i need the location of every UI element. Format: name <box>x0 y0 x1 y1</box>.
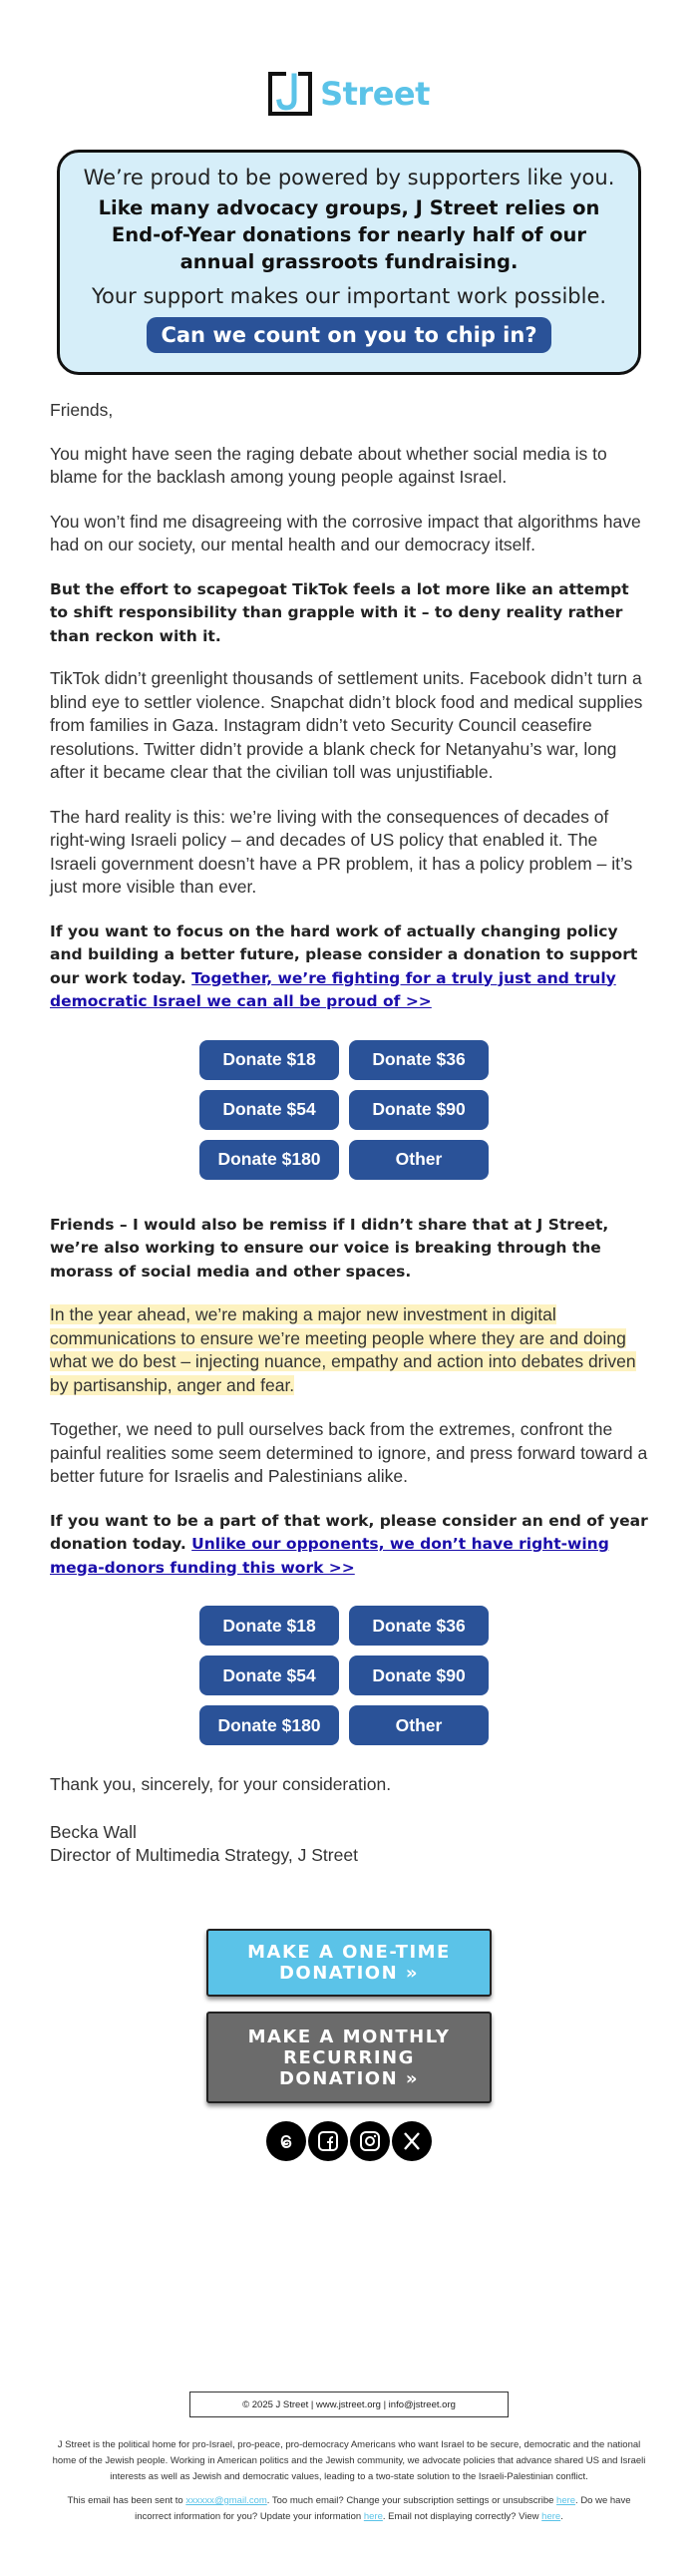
monthly-donation-label <box>248 2026 451 2089</box>
footer-email-settings <box>50 2493 648 2525</box>
highlighted-text: In the year ahead, we’re making a major new investment in digital communications to ensure we’re meeting people where they are and doing what we do best – injecting nuance, empathy and action into debates driven by partisanship, anger and fear. <box>50 1304 636 1395</box>
paragraph-6 <box>50 920 648 1014</box>
x-icon[interactable] <box>392 2121 432 2161</box>
paragraph-7: Friends – I would also be remiss if I didn’t share that at J Street, we’re also working to ensure our voice is breaking through the morass of social media and other spaces. <box>50 1215 609 1281</box>
donate-54-button[interactable]: Donate $54 <box>199 1656 339 1695</box>
donate-grid-1 <box>199 1040 499 1180</box>
donate-54-button[interactable]: Donate $54 <box>199 1090 339 1130</box>
donate-other-button[interactable]: Other <box>349 1705 489 1745</box>
donate-18-button[interactable]: Donate $18 <box>199 1606 339 1646</box>
banner-line-3: Your support makes our important work possible. <box>91 284 607 308</box>
paragraph-10-text: If you want to be a part of that work, please consider an end of year donation today. <box>50 1511 648 1553</box>
monthly-label-line-2: RECURRING <box>283 2046 415 2068</box>
logo-text: Street <box>320 75 430 113</box>
footer-sent-end: . <box>560 2511 563 2522</box>
footer-sent-mid2: . Do we have incorrect information for you? Update your information <box>135 2495 631 2522</box>
signer-name: Becka Wall <box>50 1821 137 1842</box>
fundraising-banner <box>57 150 641 375</box>
paragraph-2: You won’t find me disagreeing with the corrosive impact that algorithms have had on our society, our mental health and our democracy itself. <box>50 511 641 554</box>
update-info-link[interactable]: here <box>363 2511 383 2522</box>
paragraph-5: The hard reality is this: we’re living with the consequences of decades of right-wing Israeli policy – and decades of US policy that enabled it. The Israeli government doesn’t have a PR problem, it has a policy problem – it’s just more visible than ever. <box>50 806 633 897</box>
donate-90-button[interactable]: Donate $90 <box>349 1090 489 1130</box>
one-time-donation-label: MAKE A ONE-TIME DONATION » <box>247 1942 451 1984</box>
paragraph-10-link[interactable]: Unlike our opponents, we don’t have right-wing mega-donors funding this work >> <box>50 1535 609 1577</box>
donate-18-button[interactable]: Donate $18 <box>199 1040 339 1080</box>
logo[interactable] <box>0 72 698 116</box>
signer-title: Director of Multimedia Strategy, J Street <box>50 1845 358 1865</box>
greeting: Friends, <box>50 400 114 420</box>
banner-line-2: Like many advocacy groups, J Street relies on End-of-Year donations for nearly half of our annual grassroots fundraising. <box>98 196 600 273</box>
paragraph-8 <box>50 1303 648 1397</box>
monthly-donation-button[interactable] <box>206 2012 492 2103</box>
unsubscribe-link[interactable]: here <box>556 2495 576 2506</box>
monthly-label-line-1: MAKE A MONTHLY <box>247 2025 451 2047</box>
donate-other-button[interactable]: Other <box>349 1140 489 1180</box>
footer-about: J Street is the political home for pro-Israel, pro-peace, pro-democracy Americans who want Israel to be secure, democratic and the national home of the Jewish people. Working in American politics and the Jewish community, we advocate policies that advance shared US and Israeli interests as well as Jewish and democratic values, leading to a two-state solution to the Israeli-Palestinian conflict. <box>52 2439 646 2482</box>
paragraph-4: TikTok didn’t greenlight thousands of settlement units. Facebook didn’t turn a blind eye to settler violence. Snapchat didn’t block food and medical supplies from families in Gaza. Instagram didn’t veto Security Council ceasefire resolutions. Twitter didn’t provide a blank check for Netanyahu’s war, long after it became clear that the civilian toll was unjustifiable. <box>50 668 643 782</box>
instagram-icon[interactable] <box>350 2121 390 2161</box>
footer-sent-mid3: . Email not displaying correctly? View <box>382 2511 542 2522</box>
donate-36-button[interactable]: Donate $36 <box>349 1606 489 1646</box>
threads-icon[interactable] <box>266 2121 306 2161</box>
donate-180-button[interactable]: Donate $180 <box>199 1705 339 1745</box>
donate-grid-2 <box>199 1606 499 1745</box>
footer-sent-prefix: This email has been sent to <box>67 2495 186 2506</box>
paragraph-1: You might have seen the raging debate about whether social media is to blame for the backlash among young people against Israel. <box>50 443 607 487</box>
donate-90-button[interactable]: Donate $90 <box>349 1656 489 1695</box>
banner-chip-in-button[interactable]: Can we count on you to chip in? <box>147 317 550 353</box>
facebook-icon[interactable] <box>308 2121 348 2161</box>
paragraph-3: But the effort to scapegoat TikTok feels a lot more like an attempt to shift responsibility than grapple with it – to deny reality rather than reckon with it. <box>50 579 629 645</box>
paragraph-10 <box>50 1510 648 1581</box>
j-street-logo-mark <box>268 72 312 116</box>
footer-sent-mid: . Too much email? Change your subscription settings or unsubscribe <box>266 2495 557 2506</box>
banner-line-1: We’re proud to be powered by supporters like you. <box>83 166 615 189</box>
view-online-link[interactable]: here <box>541 2511 561 2522</box>
footer-copyright: © 2025 J Street | www.jstreet.org | info@jstreet.org <box>189 2392 509 2417</box>
donate-36-button[interactable]: Donate $36 <box>349 1040 489 1080</box>
paragraph-6-text: If you want to focus on the hard work of actually changing policy and building a better future, please consider a donation to support our work today. <box>50 921 638 987</box>
social-links <box>0 2121 698 2161</box>
monthly-label-line-3: DONATION » <box>278 2067 420 2089</box>
paragraph-9: Together, we need to pull ourselves back from the extremes, confront the painful realities some seem determined to ignore, and press forward toward a better future for Israelis and Palestinians alike. <box>50 1419 648 1486</box>
closing-line: Thank you, sincerely, for your consideration. <box>50 1774 392 1794</box>
one-time-donation-button[interactable] <box>206 1929 492 1997</box>
donate-180-button[interactable]: Donate $180 <box>199 1140 339 1180</box>
letter-body <box>50 399 648 1868</box>
footer-email-link[interactable]: xxxxxx@gmail.com <box>185 2495 267 2506</box>
paragraph-6-link[interactable]: Together, we’re fighting for a truly just and truly democratic Israel we can all be proud of >> <box>50 968 616 1010</box>
